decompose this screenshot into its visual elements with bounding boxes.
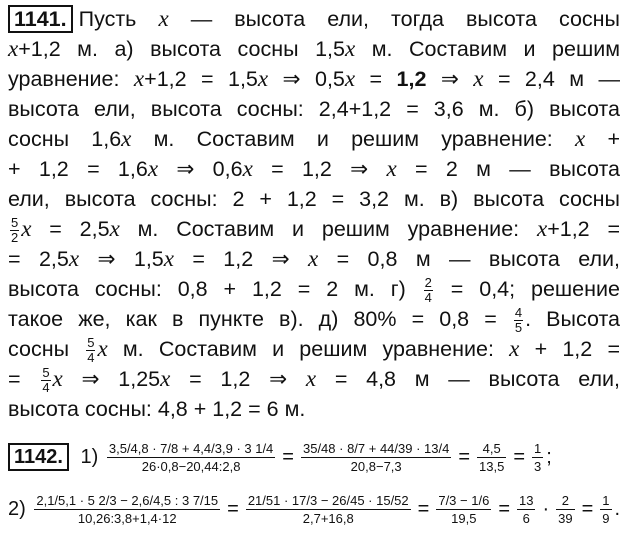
p1141-line-12: сосны $\frac{5}{4}$ x м. Составим и решим уравнение: x + 1,2 = bbox=[8, 334, 620, 365]
p1141-line-5: сосны 1,6x м. Составим и решим уравнение: x + bbox=[8, 126, 621, 151]
part2-step2: $\frac{21/51 \cdot 17/3 - 26/45 \cdot 15/52}{2,7+16,8}$ bbox=[247, 493, 409, 526]
problem-number-1141: 1141. bbox=[8, 5, 73, 33]
problem-number-1142: 1142. bbox=[8, 443, 69, 471]
p1141-line-11: такое же, как в пункте в). д) 80% = 0,8 = $\frac{4}{5}$ . Высота bbox=[8, 304, 621, 335]
p1141-line-7: ели, высота сосны: 2 + 1,2 = 3,2 м. в) высота сосны bbox=[8, 187, 620, 211]
part1-step2: $\frac{35/48 \cdot 8/7 + 44/39 \cdot 13/4}{20,8-7,3}$ bbox=[302, 441, 450, 474]
p1141-line-14: высота сосны: 4,8 + 1,2 = 6 м. bbox=[8, 397, 306, 421]
p1141-line-3: уравнение: x+1,2 = 1,5x ⇒ 0,5x = 1,2 ⇒ x = 2,4 м — bbox=[8, 66, 620, 91]
p1141-line-9: = 2,5x ⇒ 1,5x = 1,2 ⇒ x = 0,8 м — высота ели, bbox=[8, 246, 620, 271]
fraction-5-2: $\frac{5}{2}$ bbox=[11, 214, 19, 245]
p1141-line-8: $\frac{5}{2}$ x = 2,5x м. Составим и решим уравнение: x+1,2 = bbox=[11, 214, 621, 245]
part-1-label: 1) bbox=[80, 445, 99, 468]
fraction-5-4-b: $\frac{5}{4}$ bbox=[42, 364, 50, 395]
p1142-part2: 2) $\frac{2,1/5,1 \cdot 5 2/3 - 2,6/4,5 : 3 7/15}{10,26:3,8+1,4\cdot 12}$ = $\frac{21/51 \cdot 17/3 - 26/45 \cdot 15/52}{2,7+16,8}$ = $\frac{7/3 - 1/6}{19,5}$ = $\frac{13}{6}$ · $\frac{2}{39}$ = $\frac{1}{9}$ . bbox=[8, 493, 621, 526]
p1141-line-10: высота сосны: 0,8 + 1,2 = 2 м. г) $\frac{2}{4}$ = 0,4; решение bbox=[8, 274, 620, 305]
p1142-part1: 1142. 1) $\frac{3,5/4,8 \cdot 7/8 + 4,4/3,9 \cdot 3 1/4}{26\cdot 0,8-20,44:2,8}$ = $\frac{35/48 \cdot 8/7 + 44/39 \cdot 13/4}{20,8-7,3}$ = $\frac{4,5}{13,5}$ = $\frac{1}{3}$ ; bbox=[8, 440, 552, 475]
part2-step4a: $\frac{13}{6}$ bbox=[519, 493, 534, 526]
fraction-2-4: $\frac{2}{4}$ bbox=[424, 274, 432, 305]
part1-expression: $\frac{3,5/4,8 \cdot 7/8 + 4,4/3,9 \cdot 3 1/4}{26\cdot 0,8-20,44:2,8}$ bbox=[108, 441, 274, 474]
part2-step3: $\frac{7/3 - 1/6}{19,5}$ bbox=[438, 493, 490, 526]
fraction-4-5: $\frac{4}{5}$ bbox=[514, 304, 523, 335]
part1-result: $\frac{1}{3}$ bbox=[534, 441, 542, 474]
part2-result: $\frac{1}{9}$ bbox=[602, 493, 610, 526]
p1141-line-13: = $\frac{5}{4}$ x ⇒ 1,25x = 1,2 ⇒ x = 4,8 м — высота ели, bbox=[8, 364, 620, 395]
p1141-line-2: x+1,2 м. а) высота сосны 1,5x м. Составим и решим bbox=[8, 36, 620, 61]
part1-step3: $\frac{4,5}{13,5}$ bbox=[479, 441, 505, 474]
fraction-5-4: $\frac{5}{4}$ bbox=[87, 334, 95, 365]
p1141-line-1: 1141. Пусть x — высота ели, тогда высота сосны bbox=[8, 4, 620, 34]
part2-step4b: $\frac{2}{39}$ bbox=[558, 493, 573, 526]
p1141-line-6: + 1,2 = 1,6x ⇒ 0,6x = 1,2 ⇒ x = 2 м — высота bbox=[8, 156, 621, 181]
part-2-label: 2) bbox=[8, 497, 26, 520]
p1141-line-4: высота ели, высота сосны: 2,4+1,2 = 3,6 м. б) высота bbox=[8, 97, 620, 121]
part2-expression: $\frac{2,1/5,1 \cdot 5 2/3 - 2,6/4,5 : 3 7/15}{10,26:3,8+1,4\cdot 12}$ bbox=[36, 493, 219, 526]
